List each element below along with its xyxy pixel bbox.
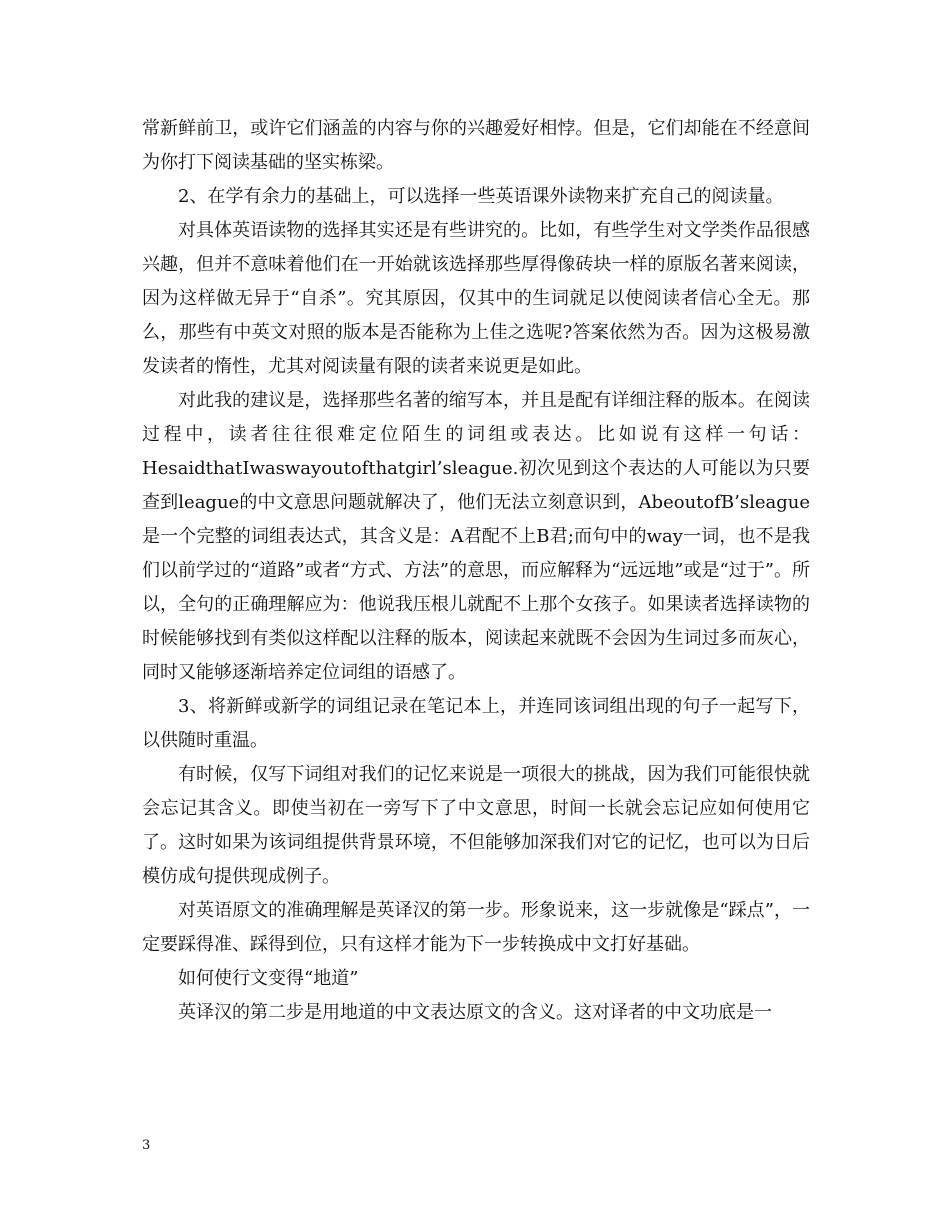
paragraph-second-step: 英译汉的第二步是用地道的中文表达原文的含义。这对译者的中文功底是一 <box>178 1002 772 1023</box>
paragraph-memory: 有时候，仅写下词组对我们的记忆来说是一项很大的挑战，因为我们可能很快就会忘记其含义。即使当初在一旁写下了中文意思，时间一长就会忘记应如何使用它了。这时如果为该词组提供背景环境，不但能够加深我们对它的记忆，也可以为日后模仿成句提供现成例子。 <box>142 764 810 887</box>
paragraph-first-step: 对英语原文的准确理解是英译汉的第一步。形象说来，这一步就像是“踩点”，一定要踩得准、踩得到位，只有这样才能为下一步转换成中文打好基础。 <box>142 900 810 955</box>
page-number: 3 <box>142 1138 151 1153</box>
paragraph-tip-3: 3、将新鲜或新学的词组记录在笔记本上，并连同该词组出现的句子一起写下，以供随时重温。 <box>142 696 810 751</box>
body-text <box>142 112 810 1030</box>
paragraph-reading-choice: 对具体英语读物的选择其实还是有些讲究的。比如，有些学生对文学类作品很感兴趣，但并不意味着他们在一开始就该选择那些厚得像砖块一样的原版名著来阅读，因为这样做无异于“自杀”。究其原因，仅其中的生词就足以使阅读者信心全无。那么，那些有中英文对照的版本是否能称为上佳之选呢?答案依然为否。因为这极易激发读者的惰性，尤其对阅读量有限的读者来说更是如此。 <box>142 220 810 377</box>
paragraph-suggestion: 对此我的建议是，选择那些名著的缩写本，并且是配有详细注释的版本。在阅读过程中，读者往往很难定位陌生的词组或表达。比如说有这样一句话：HesaidthatIwaswayoutofthatgirl’sleague.初次见到这个表达的人可能以为只要查到league的中文意思问题就解决了，他们无法立刻意识到，AbeoutofB’sleague是一个完整的词组表达式，其含义是：A君配不上B君;而句中的way一词，也不是我们以前学过的“道路”或者“方式、方法”的意思，而应解释为“远远地”或是“过于”。所以，全句的正确理解应为：他说我压根儿就配不上那个女孩子。如果读者选择读物的时候能够找到有类似这样配以注释的版本，阅读起来就既不会因为生词过多而灰心，同时又能够逐渐培养定位词组的语感了。 <box>142 390 810 683</box>
paragraph-continuation: 常新鲜前卫，或许它们涵盖的内容与你的兴趣爱好相悖。但是，它们却能在不经意间为你打下阅读基础的坚实栋梁。 <box>142 118 810 173</box>
paragraph-tip-2: 2、在学有余力的基础上，可以选择一些英语课外读物来扩充自己的阅读量。 <box>178 186 784 207</box>
section-heading: 如何使行文变得“地道” <box>178 968 359 989</box>
